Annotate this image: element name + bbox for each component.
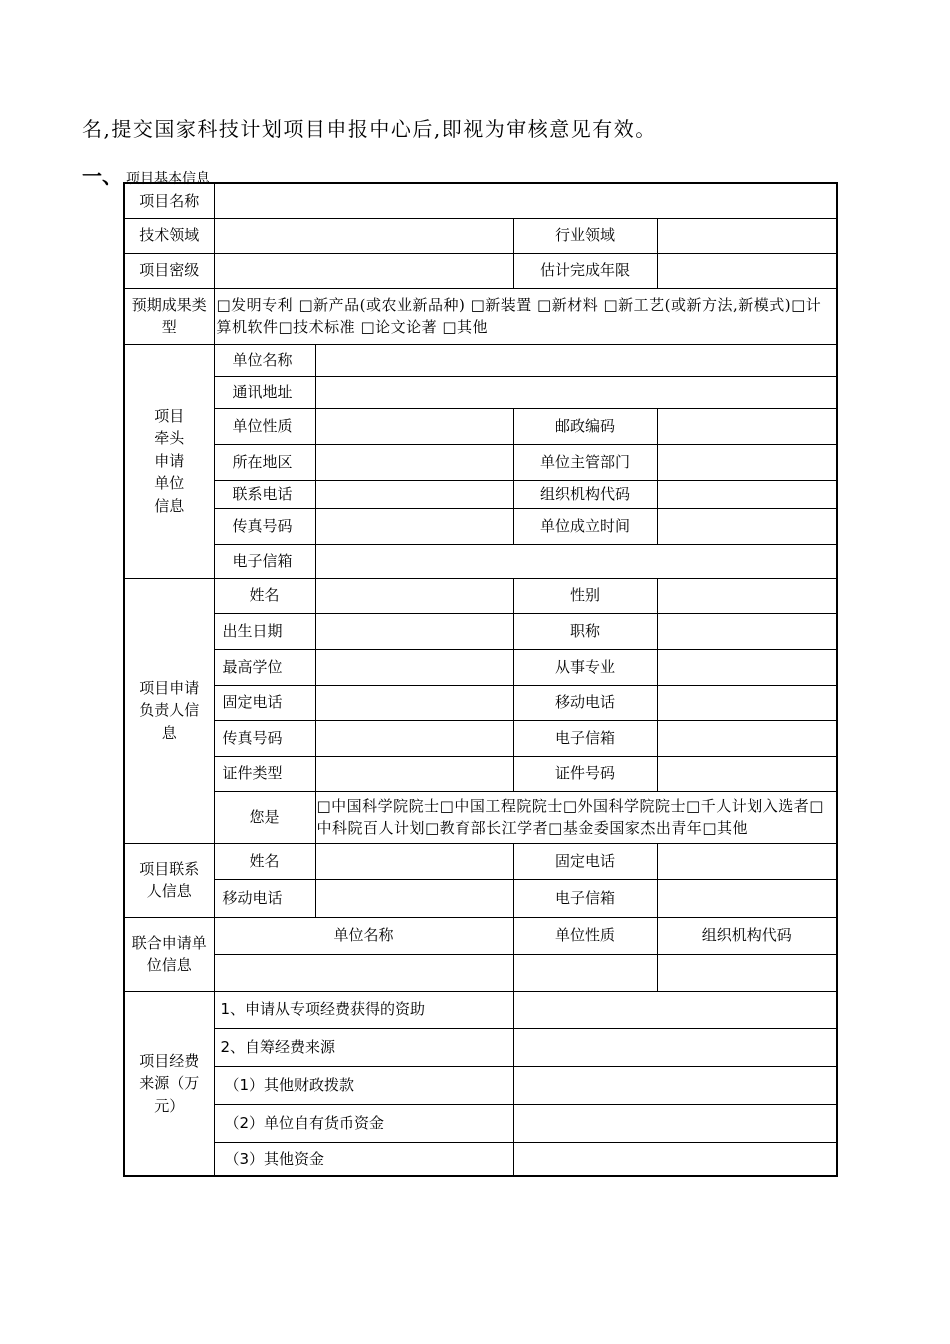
joint-col-nature: 单位性质 [513, 917, 657, 954]
funding-item-1-label: 1、申请从专项经费获得的资助 [214, 991, 513, 1028]
id-number-label: 证件号码 [513, 756, 657, 791]
leader-mobile-label: 移动电话 [513, 685, 657, 720]
fax-field[interactable] [315, 508, 513, 544]
unit-nature-field[interactable] [315, 408, 513, 444]
industry-field-field[interactable] [657, 218, 837, 253]
honors-options[interactable]: □中国科学院院士□中国工程院院士□外国科学院院士□千人计划入选者□中科院百人计划□教育部长江学者□基金委国家杰出青年□其他 [315, 791, 837, 843]
joint-col-name: 单位名称 [214, 917, 513, 954]
address-field[interactable] [315, 376, 837, 408]
leader-fax-label: 传真号码 [214, 720, 315, 756]
phone-label: 联系电话 [214, 480, 315, 508]
major-label: 从事专业 [513, 649, 657, 685]
contact-email-label: 电子信箱 [513, 879, 657, 917]
est-years-label: 估计完成年限 [513, 253, 657, 288]
funding-group-label: 项目经费来源（万元） [124, 991, 214, 1176]
leader-name-field[interactable] [315, 578, 513, 613]
contact-name-field[interactable] [315, 843, 513, 879]
gender-field[interactable] [657, 578, 837, 613]
funding-item-5-label: （3）其他资金 [214, 1142, 513, 1176]
contact-email-field[interactable] [657, 879, 837, 917]
major-field[interactable] [657, 649, 837, 685]
contact-landline-field[interactable] [657, 843, 837, 879]
org-code-label: 组织机构代码 [513, 480, 657, 508]
contact-group-label: 项目联系人信息 [124, 843, 214, 917]
unit-name-label: 单位名称 [214, 344, 315, 376]
contact-landline-label: 固定电话 [513, 843, 657, 879]
section-title: 项目基本信息 [126, 171, 210, 187]
birth-field[interactable] [315, 613, 513, 649]
section-number: 一、 [82, 164, 122, 188]
est-years-field[interactable] [657, 253, 837, 288]
funding-item-3-field[interactable] [513, 1066, 837, 1104]
secret-level-field[interactable] [214, 253, 513, 288]
email-field[interactable] [315, 544, 837, 578]
leader-email-label: 电子信箱 [513, 720, 657, 756]
project-basic-info-form [123, 182, 838, 1177]
project-name-label: 项目名称 [124, 183, 214, 218]
founded-label: 单位成立时间 [513, 508, 657, 544]
id-type-field[interactable] [315, 756, 513, 791]
tech-field-field[interactable] [214, 218, 513, 253]
id-type-label: 证件类型 [214, 756, 315, 791]
region-field[interactable] [315, 444, 513, 480]
region-label: 所在地区 [214, 444, 315, 480]
joint-group-label: 联合申请单位信息 [124, 917, 214, 991]
degree-field[interactable] [315, 649, 513, 685]
contact-mobile-label: 移动电话 [214, 879, 315, 917]
org-code-field[interactable] [657, 480, 837, 508]
title-label: 职称 [513, 613, 657, 649]
birth-label: 出生日期 [214, 613, 315, 649]
contact-mobile-field[interactable] [315, 879, 513, 917]
funding-item-4-field[interactable] [513, 1104, 837, 1142]
joint-code-field[interactable] [657, 954, 837, 991]
authority-label: 单位主管部门 [513, 444, 657, 480]
gender-label: 性别 [513, 578, 657, 613]
leader-name-label: 姓名 [214, 578, 315, 613]
funding-item-3-label: （1）其他财政拨款 [214, 1066, 513, 1104]
degree-label: 最高学位 [214, 649, 315, 685]
phone-field[interactable] [315, 480, 513, 508]
project-name-field[interactable] [214, 183, 837, 218]
leader-landline-label: 固定电话 [214, 685, 315, 720]
joint-nature-field[interactable] [513, 954, 657, 991]
unit-name-field[interactable] [315, 344, 837, 376]
email-label: 电子信箱 [214, 544, 315, 578]
joint-col-code: 组织机构代码 [657, 917, 837, 954]
leader-group-label: 项目申请负责人信息 [124, 578, 214, 843]
you-are-label: 您是 [214, 791, 315, 843]
funding-item-4-label: （2）单位自有货币资金 [214, 1104, 513, 1142]
leader-fax-field[interactable] [315, 720, 513, 756]
title-field[interactable] [657, 613, 837, 649]
unit-nature-label: 单位性质 [214, 408, 315, 444]
industry-field-label: 行业领域 [513, 218, 657, 253]
contact-name-label: 姓名 [214, 843, 315, 879]
funding-item-2-field[interactable] [513, 1028, 837, 1066]
founded-field[interactable] [657, 508, 837, 544]
leader-email-field[interactable] [657, 720, 837, 756]
leader-landline-field[interactable] [315, 685, 513, 720]
funding-item-2-label: 2、自筹经费来源 [214, 1028, 513, 1066]
postcode-field[interactable] [657, 408, 837, 444]
result-type-options[interactable]: □发明专利 □新产品(或农业新品种) □新装置 □新材料 □新工艺(或新方法,新模式)□计算机软件□技术标准 □论文论著 □其他 [214, 288, 837, 344]
address-label: 通讯地址 [214, 376, 315, 408]
fax-label: 传真号码 [214, 508, 315, 544]
intro-text: 名,提交国家科技计划项目申报中心后,即视为审核意见有效。 [82, 117, 657, 141]
tech-field-label: 技术领域 [124, 218, 214, 253]
funding-item-5-field[interactable] [513, 1142, 837, 1176]
result-type-label: 预期成果类型 [124, 288, 214, 344]
postcode-label: 邮政编码 [513, 408, 657, 444]
id-number-field[interactable] [657, 756, 837, 791]
secret-level-label: 项目密级 [124, 253, 214, 288]
funding-item-1-field[interactable] [513, 991, 837, 1028]
leader-mobile-field[interactable] [657, 685, 837, 720]
joint-name-field[interactable] [214, 954, 513, 991]
lead-unit-group-label: 项目牵头申请单位信息 [124, 344, 214, 578]
authority-field[interactable] [657, 444, 837, 480]
